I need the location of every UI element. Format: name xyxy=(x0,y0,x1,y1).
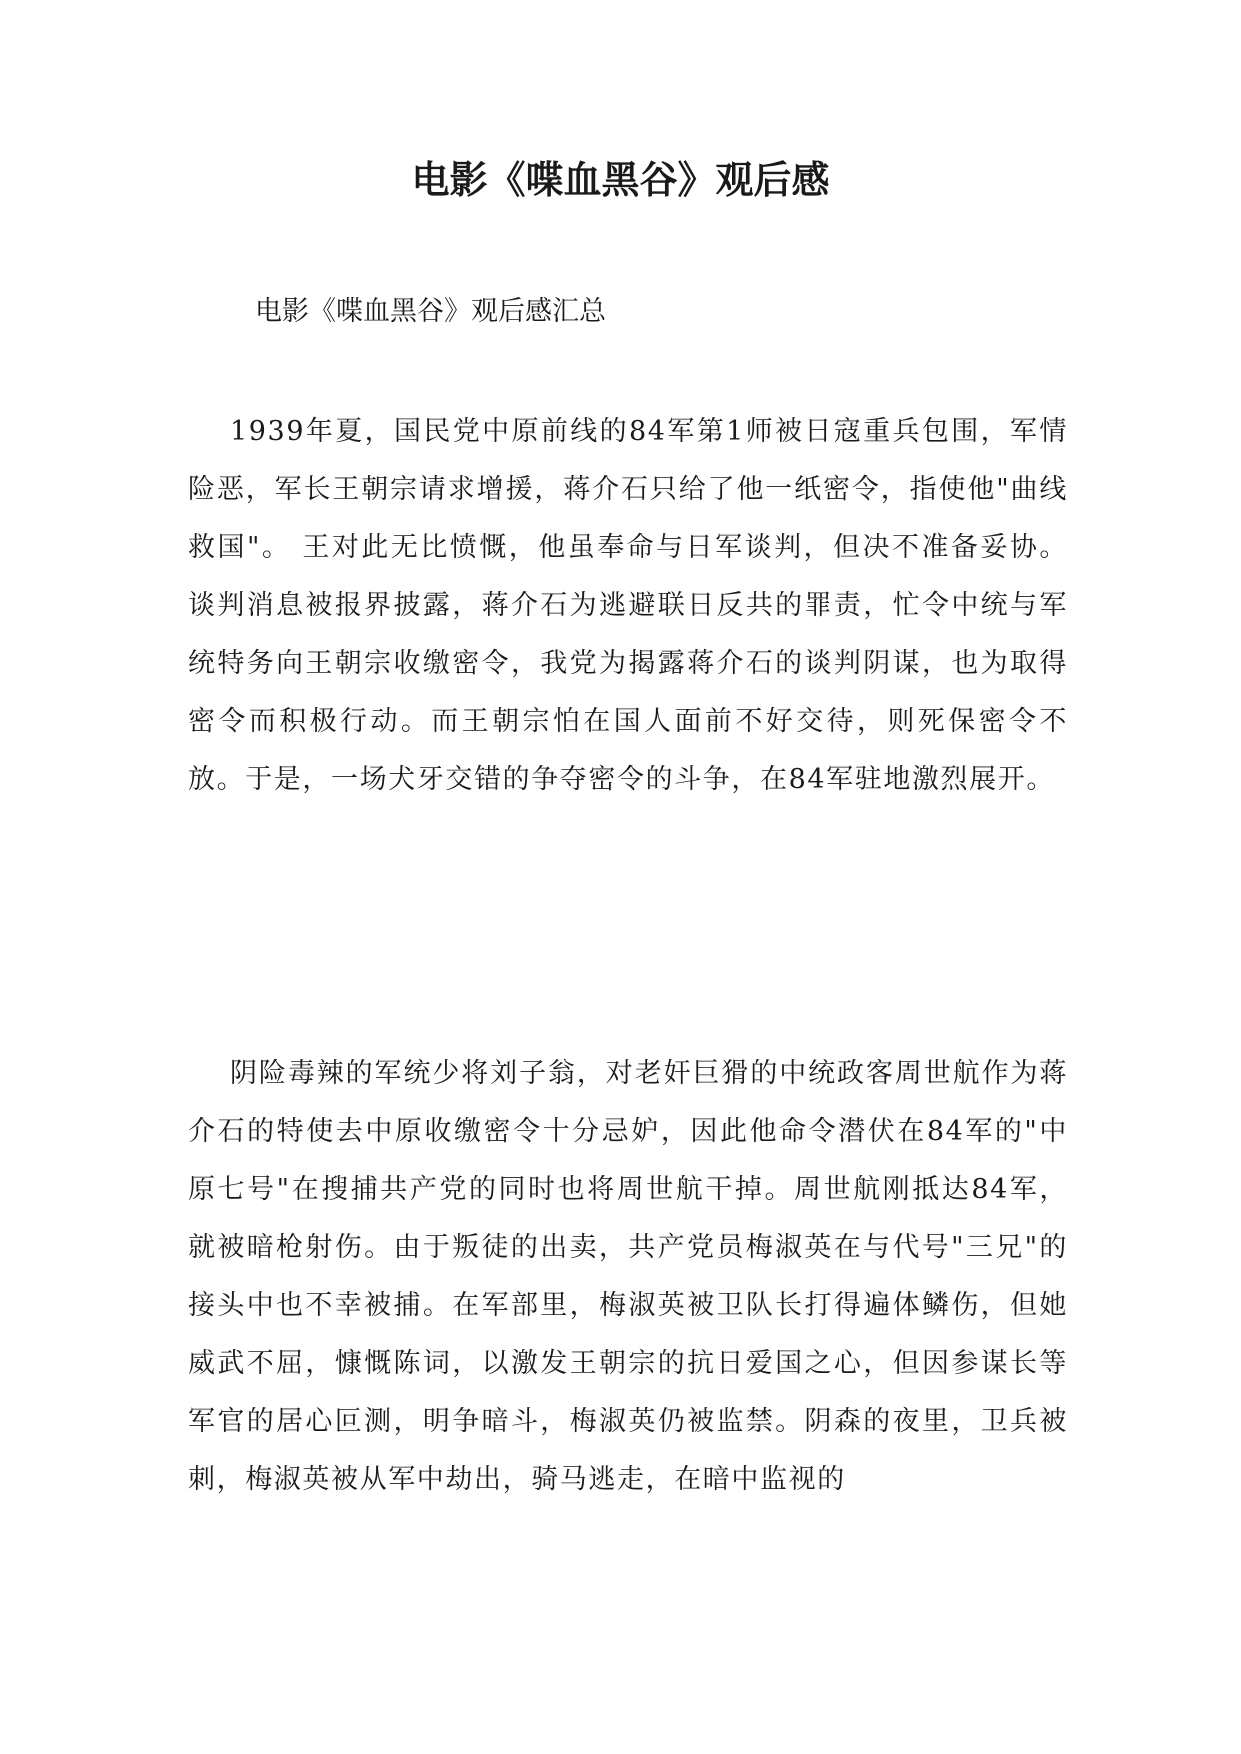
document-title: 电影《喋血黑谷》观后感 xyxy=(411,158,830,202)
body-paragraph-1: 1939年夏，国民党中原前线的84军第1师被日寇重兵包围，军情险恶，军长王朝宗请求增援，蒋介石只给了他一纸密令，指使他"曲线救国"。 王对此无比愤慨，他虽奉命与日军谈判，但决不准备妥协。 谈判消息被报界披露，蒋介石为逃避联日反共的罪责，忙令中统与军统特务向王朝宗收缴密令，我党为揭露蒋介石的谈判阴谋，也为取得密令而积极行动。而王朝宗怕在国人面前不好交待，则死保密令不放。于是，一场犬牙交错的争夺密令的斗争，在84军驻地激烈展开。 xyxy=(188,416,1068,795)
body-paragraph-2: 阴险毒辣的军统少将刘子翁，对老奸巨猾的中统政客周世航作为蒋介石的特使去中原收缴密令十分忌妒，因此他命令潜伏在84军的"中原七号"在搜捕共产党的同时也将周世航干掉。周世航刚抵达84军，就被暗枪射伤。由于叛徒的出卖，共产党员梅淑英在与代号"三兄"的接头中也不幸被捕。在军部里，梅淑英被卫队长打得遍体鳞伤，但她威武不屈，慷慨陈词，以激发王朝宗的抗日爱国之心，但因参谋长等军官的居心叵测，明争暗斗，梅淑英仍被监禁。阴森的夜里，卫兵被刺，梅淑英被从军中劫出，骑马逃走，在暗中监视的 xyxy=(188,1058,1068,1495)
document-subtitle: 电影《喋血黑谷》观后感汇总 xyxy=(255,296,606,327)
